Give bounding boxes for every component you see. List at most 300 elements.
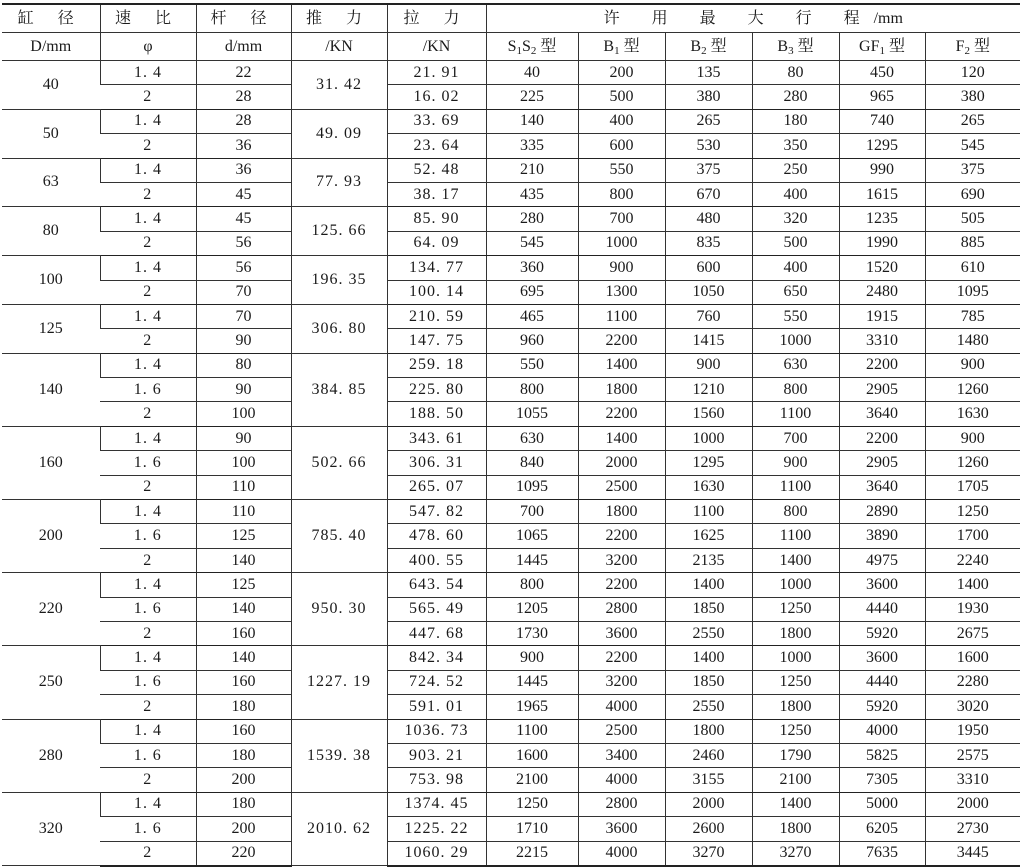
pull-cell: 265. 07 — [387, 475, 486, 499]
stroke-cell: 7635 — [839, 841, 925, 866]
stroke-cell: 3155 — [665, 768, 752, 792]
header-stroke-type: $F_2$ 型 — [925, 33, 1020, 61]
stroke-cell: 225 — [486, 85, 578, 109]
pull-cell: 343. 61 — [387, 426, 486, 450]
stroke-cell: 670 — [665, 182, 752, 206]
ratio-cell: 2 — [100, 85, 196, 109]
rod-cell: 70 — [196, 280, 291, 304]
rod-cell: 56 — [196, 256, 291, 280]
pull-cell: 547. 82 — [387, 500, 486, 524]
stroke-cell: 2460 — [665, 743, 752, 767]
stroke-cell: 3310 — [925, 768, 1020, 792]
stroke-cell: 1400 — [752, 792, 839, 816]
stroke-cell: 180 — [752, 109, 839, 133]
stroke-cell: 900 — [665, 353, 752, 377]
table-row — [2, 573, 1020, 597]
stroke-cell: 1445 — [486, 670, 578, 694]
bore-cell: 320 — [2, 792, 100, 866]
table-row — [2, 109, 1020, 133]
table-row — [2, 621, 1020, 645]
stroke-cell: 1520 — [839, 256, 925, 280]
stroke-cell: 600 — [665, 256, 752, 280]
stroke-cell: 900 — [578, 256, 665, 280]
stroke-cell: 5920 — [839, 695, 925, 719]
table-row — [2, 500, 1020, 524]
stroke-cell: 1800 — [578, 378, 665, 402]
table-row — [2, 207, 1020, 231]
stroke-cell: 1730 — [486, 621, 578, 645]
stroke-cell: 1915 — [839, 304, 925, 328]
stroke-cell: 2200 — [578, 524, 665, 548]
table-row — [2, 85, 1020, 109]
stroke-cell: 3020 — [925, 695, 1020, 719]
stroke-cell: 1480 — [925, 329, 1020, 353]
header-rod-unit: d/mm — [196, 33, 291, 61]
stroke-cell: 4000 — [839, 719, 925, 743]
rod-cell: 22 — [196, 61, 291, 85]
stroke-cell: 435 — [486, 182, 578, 206]
stroke-cell: 1250 — [752, 719, 839, 743]
stroke-cell: 965 — [839, 85, 925, 109]
stroke-cell: 800 — [752, 378, 839, 402]
stroke-cell: 550 — [486, 353, 578, 377]
stroke-cell: 1000 — [578, 231, 665, 255]
table-row — [2, 61, 1020, 85]
rod-cell: 45 — [196, 207, 291, 231]
stroke-cell: 3200 — [578, 548, 665, 572]
pull-cell: 100. 14 — [387, 280, 486, 304]
stroke-cell: 2135 — [665, 548, 752, 572]
table-row — [2, 182, 1020, 206]
stroke-cell: 1445 — [486, 548, 578, 572]
stroke-cell: 210 — [486, 158, 578, 182]
pull-cell: 565. 49 — [387, 597, 486, 621]
stroke-cell: 1050 — [665, 280, 752, 304]
stroke-cell: 4000 — [578, 768, 665, 792]
stroke-cell: 40 — [486, 61, 578, 85]
stroke-cell: 1790 — [752, 743, 839, 767]
stroke-cell: 1400 — [665, 646, 752, 670]
stroke-cell: 2800 — [578, 597, 665, 621]
stroke-cell: 500 — [578, 85, 665, 109]
ratio-cell: 1. 6 — [100, 817, 196, 841]
ratio-cell: 2 — [100, 280, 196, 304]
rod-cell: 110 — [196, 500, 291, 524]
stroke-cell: 505 — [925, 207, 1020, 231]
table-row — [2, 329, 1020, 353]
stroke-cell: 1600 — [925, 646, 1020, 670]
stroke-cell: 1800 — [752, 621, 839, 645]
bore-cell: 125 — [2, 304, 100, 353]
push-cell: 77. 93 — [291, 158, 387, 207]
stroke-cell: 5825 — [839, 743, 925, 767]
ratio-cell: 2 — [100, 475, 196, 499]
ratio-cell: 2 — [100, 695, 196, 719]
stroke-cell: 2215 — [486, 841, 578, 866]
stroke-cell: 1990 — [839, 231, 925, 255]
table-row — [2, 670, 1020, 694]
stroke-cell: 2575 — [925, 743, 1020, 767]
table-row — [2, 719, 1020, 743]
rod-cell: 90 — [196, 329, 291, 353]
stroke-cell: 1850 — [665, 670, 752, 694]
stroke-cell: 800 — [752, 500, 839, 524]
stroke-cell: 530 — [665, 134, 752, 158]
stroke-cell: 545 — [486, 231, 578, 255]
header-stroke-group-cn: 许 用 最 大 行 程 — [603, 9, 874, 27]
stroke-cell: 1300 — [578, 280, 665, 304]
stroke-cell: 900 — [925, 353, 1020, 377]
header-bore-unit: D/mm — [2, 33, 100, 61]
stroke-cell: 545 — [925, 134, 1020, 158]
stroke-cell: 2500 — [578, 719, 665, 743]
stroke-cell: 1400 — [752, 548, 839, 572]
header-row-2 — [2, 33, 1020, 61]
stroke-cell: 2550 — [665, 621, 752, 645]
stroke-cell: 1100 — [752, 402, 839, 426]
stroke-cell: 4975 — [839, 548, 925, 572]
stroke-cell: 650 — [752, 280, 839, 304]
stroke-cell: 1965 — [486, 695, 578, 719]
stroke-cell: 450 — [839, 61, 925, 85]
table-row — [2, 158, 1020, 182]
stroke-cell: 1560 — [665, 402, 752, 426]
bore-cell: 140 — [2, 353, 100, 426]
table-row — [2, 695, 1020, 719]
pull-cell: 591. 01 — [387, 695, 486, 719]
table-row — [2, 280, 1020, 304]
table-row — [2, 231, 1020, 255]
stroke-cell: 1415 — [665, 329, 752, 353]
stroke-cell: 1100 — [486, 719, 578, 743]
stroke-cell: 200 — [578, 61, 665, 85]
push-cell: 1227. 19 — [291, 646, 387, 719]
rod-cell: 70 — [196, 304, 291, 328]
stroke-cell: 3270 — [752, 841, 839, 866]
cylinder-spec-table-wrapper — [2, 3, 1020, 867]
table-row — [2, 841, 1020, 866]
stroke-cell: 1055 — [486, 402, 578, 426]
rod-cell: 200 — [196, 817, 291, 841]
stroke-cell: 1250 — [752, 670, 839, 694]
ratio-cell: 1. 4 — [100, 719, 196, 743]
pull-cell: 134. 77 — [387, 256, 486, 280]
header-pull-label: 拉 力 — [387, 4, 486, 33]
stroke-cell: 3640 — [839, 475, 925, 499]
stroke-cell: 5000 — [839, 792, 925, 816]
stroke-cell: 335 — [486, 134, 578, 158]
stroke-cell: 2675 — [925, 621, 1020, 645]
stroke-cell: 480 — [665, 207, 752, 231]
pull-cell: 33. 69 — [387, 109, 486, 133]
ratio-cell: 2 — [100, 768, 196, 792]
rod-cell: 80 — [196, 353, 291, 377]
stroke-cell: 1800 — [752, 695, 839, 719]
table-row — [2, 304, 1020, 328]
stroke-cell: 785 — [925, 304, 1020, 328]
stroke-cell: 840 — [486, 451, 578, 475]
stroke-cell: 3890 — [839, 524, 925, 548]
stroke-cell: 5920 — [839, 621, 925, 645]
stroke-cell: 1260 — [925, 451, 1020, 475]
stroke-cell: 1260 — [925, 378, 1020, 402]
stroke-cell: 400 — [578, 109, 665, 133]
pull-cell: 225. 80 — [387, 378, 486, 402]
table-row — [2, 451, 1020, 475]
ratio-cell: 1. 4 — [100, 61, 196, 85]
stroke-cell: 1400 — [665, 573, 752, 597]
stroke-cell: 1625 — [665, 524, 752, 548]
rod-cell: 140 — [196, 646, 291, 670]
ratio-cell: 2 — [100, 841, 196, 866]
pull-cell: 259. 18 — [387, 353, 486, 377]
rod-cell: 200 — [196, 768, 291, 792]
table-row — [2, 475, 1020, 499]
table-row — [2, 646, 1020, 670]
stroke-cell: 2000 — [665, 792, 752, 816]
stroke-cell: 2200 — [578, 402, 665, 426]
ratio-cell: 1. 6 — [100, 524, 196, 548]
ratio-cell: 1. 4 — [100, 158, 196, 182]
stroke-cell: 740 — [839, 109, 925, 133]
pull-cell: 210. 59 — [387, 304, 486, 328]
rod-cell: 90 — [196, 426, 291, 450]
bore-cell: 160 — [2, 426, 100, 499]
stroke-cell: 2200 — [839, 353, 925, 377]
stroke-cell: 1065 — [486, 524, 578, 548]
header-stroke-type: $GF_1$ 型 — [839, 33, 925, 61]
stroke-cell: 1250 — [752, 597, 839, 621]
pull-cell: 64. 09 — [387, 231, 486, 255]
rod-cell: 28 — [196, 85, 291, 109]
bore-cell: 80 — [2, 207, 100, 256]
pull-cell: 16. 02 — [387, 85, 486, 109]
ratio-cell: 1. 6 — [100, 451, 196, 475]
rod-cell: 100 — [196, 402, 291, 426]
stroke-cell: 1000 — [665, 426, 752, 450]
stroke-cell: 900 — [486, 646, 578, 670]
ratio-cell: 1. 4 — [100, 426, 196, 450]
stroke-cell: 1100 — [752, 524, 839, 548]
pull-cell: 842. 34 — [387, 646, 486, 670]
pull-cell: 400. 55 — [387, 548, 486, 572]
stroke-cell: 1705 — [925, 475, 1020, 499]
stroke-cell: 2480 — [839, 280, 925, 304]
ratio-cell: 2 — [100, 329, 196, 353]
rod-cell: 125 — [196, 573, 291, 597]
stroke-cell: 3445 — [925, 841, 1020, 866]
stroke-cell: 800 — [578, 182, 665, 206]
stroke-cell: 1700 — [925, 524, 1020, 548]
stroke-cell: 2000 — [925, 792, 1020, 816]
ratio-cell: 1. 4 — [100, 353, 196, 377]
stroke-cell: 1600 — [486, 743, 578, 767]
ratio-cell: 1. 4 — [100, 500, 196, 524]
bore-cell: 280 — [2, 719, 100, 792]
stroke-cell: 2100 — [486, 768, 578, 792]
table-row — [2, 524, 1020, 548]
ratio-cell: 1. 6 — [100, 670, 196, 694]
pull-cell: 724. 52 — [387, 670, 486, 694]
stroke-cell: 610 — [925, 256, 1020, 280]
stroke-cell: 960 — [486, 329, 578, 353]
stroke-cell: 2200 — [578, 573, 665, 597]
stroke-cell: 550 — [578, 158, 665, 182]
stroke-cell: 2100 — [752, 768, 839, 792]
pull-cell: 21. 91 — [387, 61, 486, 85]
header-push-unit: /KN — [291, 33, 387, 61]
rod-cell: 160 — [196, 719, 291, 743]
stroke-cell: 1095 — [925, 280, 1020, 304]
header-row-1 — [2, 4, 1020, 33]
rod-cell: 180 — [196, 695, 291, 719]
stroke-cell: 465 — [486, 304, 578, 328]
stroke-cell: 2905 — [839, 378, 925, 402]
ratio-cell: 1. 6 — [100, 743, 196, 767]
table-row — [2, 597, 1020, 621]
pull-cell: 753. 98 — [387, 768, 486, 792]
stroke-cell: 600 — [578, 134, 665, 158]
stroke-cell: 4000 — [578, 695, 665, 719]
stroke-cell: 250 — [752, 158, 839, 182]
stroke-cell: 360 — [486, 256, 578, 280]
ratio-cell: 2 — [100, 548, 196, 572]
stroke-cell: 2000 — [578, 451, 665, 475]
stroke-cell: 835 — [665, 231, 752, 255]
stroke-cell: 4440 — [839, 670, 925, 694]
table-row — [2, 768, 1020, 792]
stroke-cell: 7305 — [839, 768, 925, 792]
ratio-cell: 1. 6 — [100, 597, 196, 621]
table-row — [2, 426, 1020, 450]
stroke-cell: 4440 — [839, 597, 925, 621]
table-row — [2, 792, 1020, 816]
bore-cell: 63 — [2, 158, 100, 207]
bore-cell: 50 — [2, 109, 100, 158]
stroke-cell: 2730 — [925, 817, 1020, 841]
stroke-cell: 630 — [752, 353, 839, 377]
stroke-cell: 3310 — [839, 329, 925, 353]
stroke-cell: 3270 — [665, 841, 752, 866]
stroke-cell: 375 — [665, 158, 752, 182]
stroke-cell: 700 — [486, 500, 578, 524]
pull-cell: 85. 90 — [387, 207, 486, 231]
stroke-cell: 500 — [752, 231, 839, 255]
push-cell: 306. 80 — [291, 304, 387, 353]
stroke-cell: 1950 — [925, 719, 1020, 743]
stroke-cell: 2890 — [839, 500, 925, 524]
stroke-cell: 1930 — [925, 597, 1020, 621]
stroke-cell: 800 — [486, 378, 578, 402]
stroke-cell: 700 — [752, 426, 839, 450]
stroke-cell: 1250 — [486, 792, 578, 816]
stroke-cell: 3200 — [578, 670, 665, 694]
header-push-label: 推 力 — [291, 4, 387, 33]
stroke-cell: 2550 — [665, 695, 752, 719]
stroke-cell: 1400 — [578, 353, 665, 377]
stroke-cell: 400 — [752, 182, 839, 206]
ratio-cell: 1. 4 — [100, 207, 196, 231]
push-cell: 49. 09 — [291, 109, 387, 158]
stroke-cell: 1850 — [665, 597, 752, 621]
ratio-cell: 1. 4 — [100, 646, 196, 670]
pull-cell: 1374. 45 — [387, 792, 486, 816]
stroke-cell: 800 — [486, 573, 578, 597]
stroke-cell: 1630 — [665, 475, 752, 499]
rod-cell: 90 — [196, 378, 291, 402]
pull-cell: 643. 54 — [387, 573, 486, 597]
header-stroke-type: $S_1S_2$ 型 — [486, 33, 578, 61]
rod-cell: 180 — [196, 743, 291, 767]
stroke-cell: 1800 — [578, 500, 665, 524]
stroke-cell: 6205 — [839, 817, 925, 841]
header-stroke-group — [486, 4, 1020, 33]
stroke-cell: 3600 — [578, 817, 665, 841]
stroke-cell: 760 — [665, 304, 752, 328]
stroke-cell: 2200 — [839, 426, 925, 450]
push-cell: 1539. 38 — [291, 719, 387, 792]
pull-cell: 478. 60 — [387, 524, 486, 548]
rod-cell: 180 — [196, 792, 291, 816]
stroke-cell: 1250 — [925, 500, 1020, 524]
pull-cell: 147. 75 — [387, 329, 486, 353]
stroke-cell: 1400 — [578, 426, 665, 450]
table-row — [2, 256, 1020, 280]
header-ratio-unit: φ — [100, 33, 196, 61]
stroke-cell: 1205 — [486, 597, 578, 621]
stroke-cell: 4000 — [578, 841, 665, 866]
header-stroke-group-unit: /mm — [873, 9, 903, 27]
stroke-cell: 1295 — [665, 451, 752, 475]
stroke-cell: 2200 — [578, 646, 665, 670]
rod-cell: 28 — [196, 109, 291, 133]
rod-cell: 36 — [196, 158, 291, 182]
bore-cell: 200 — [2, 500, 100, 573]
stroke-cell: 1295 — [839, 134, 925, 158]
table-row — [2, 378, 1020, 402]
pull-cell: 188. 50 — [387, 402, 486, 426]
header-ratio-label: 速 比 — [100, 4, 196, 33]
pull-cell: 38. 17 — [387, 182, 486, 206]
push-cell: 2010. 62 — [291, 792, 387, 866]
push-cell: 785. 40 — [291, 500, 387, 573]
stroke-cell: 280 — [752, 85, 839, 109]
stroke-cell: 1235 — [839, 207, 925, 231]
ratio-cell: 2 — [100, 231, 196, 255]
stroke-cell: 380 — [925, 85, 1020, 109]
stroke-cell: 900 — [752, 451, 839, 475]
stroke-cell: 990 — [839, 158, 925, 182]
pull-cell: 447. 68 — [387, 621, 486, 645]
stroke-cell: 400 — [752, 256, 839, 280]
push-cell: 31. 42 — [291, 61, 387, 110]
stroke-cell: 1100 — [665, 500, 752, 524]
ratio-cell: 1. 4 — [100, 304, 196, 328]
pull-cell: 23. 64 — [387, 134, 486, 158]
stroke-cell: 550 — [752, 304, 839, 328]
push-cell: 196. 35 — [291, 256, 387, 305]
push-cell: 950. 30 — [291, 573, 387, 646]
stroke-cell: 265 — [925, 109, 1020, 133]
rod-cell: 160 — [196, 621, 291, 645]
stroke-cell: 1615 — [839, 182, 925, 206]
stroke-cell: 1000 — [752, 573, 839, 597]
stroke-cell: 1710 — [486, 817, 578, 841]
header-stroke-type: $B_2$ 型 — [665, 33, 752, 61]
pull-cell: 1225. 22 — [387, 817, 486, 841]
pull-cell: 903. 21 — [387, 743, 486, 767]
ratio-cell: 2 — [100, 402, 196, 426]
